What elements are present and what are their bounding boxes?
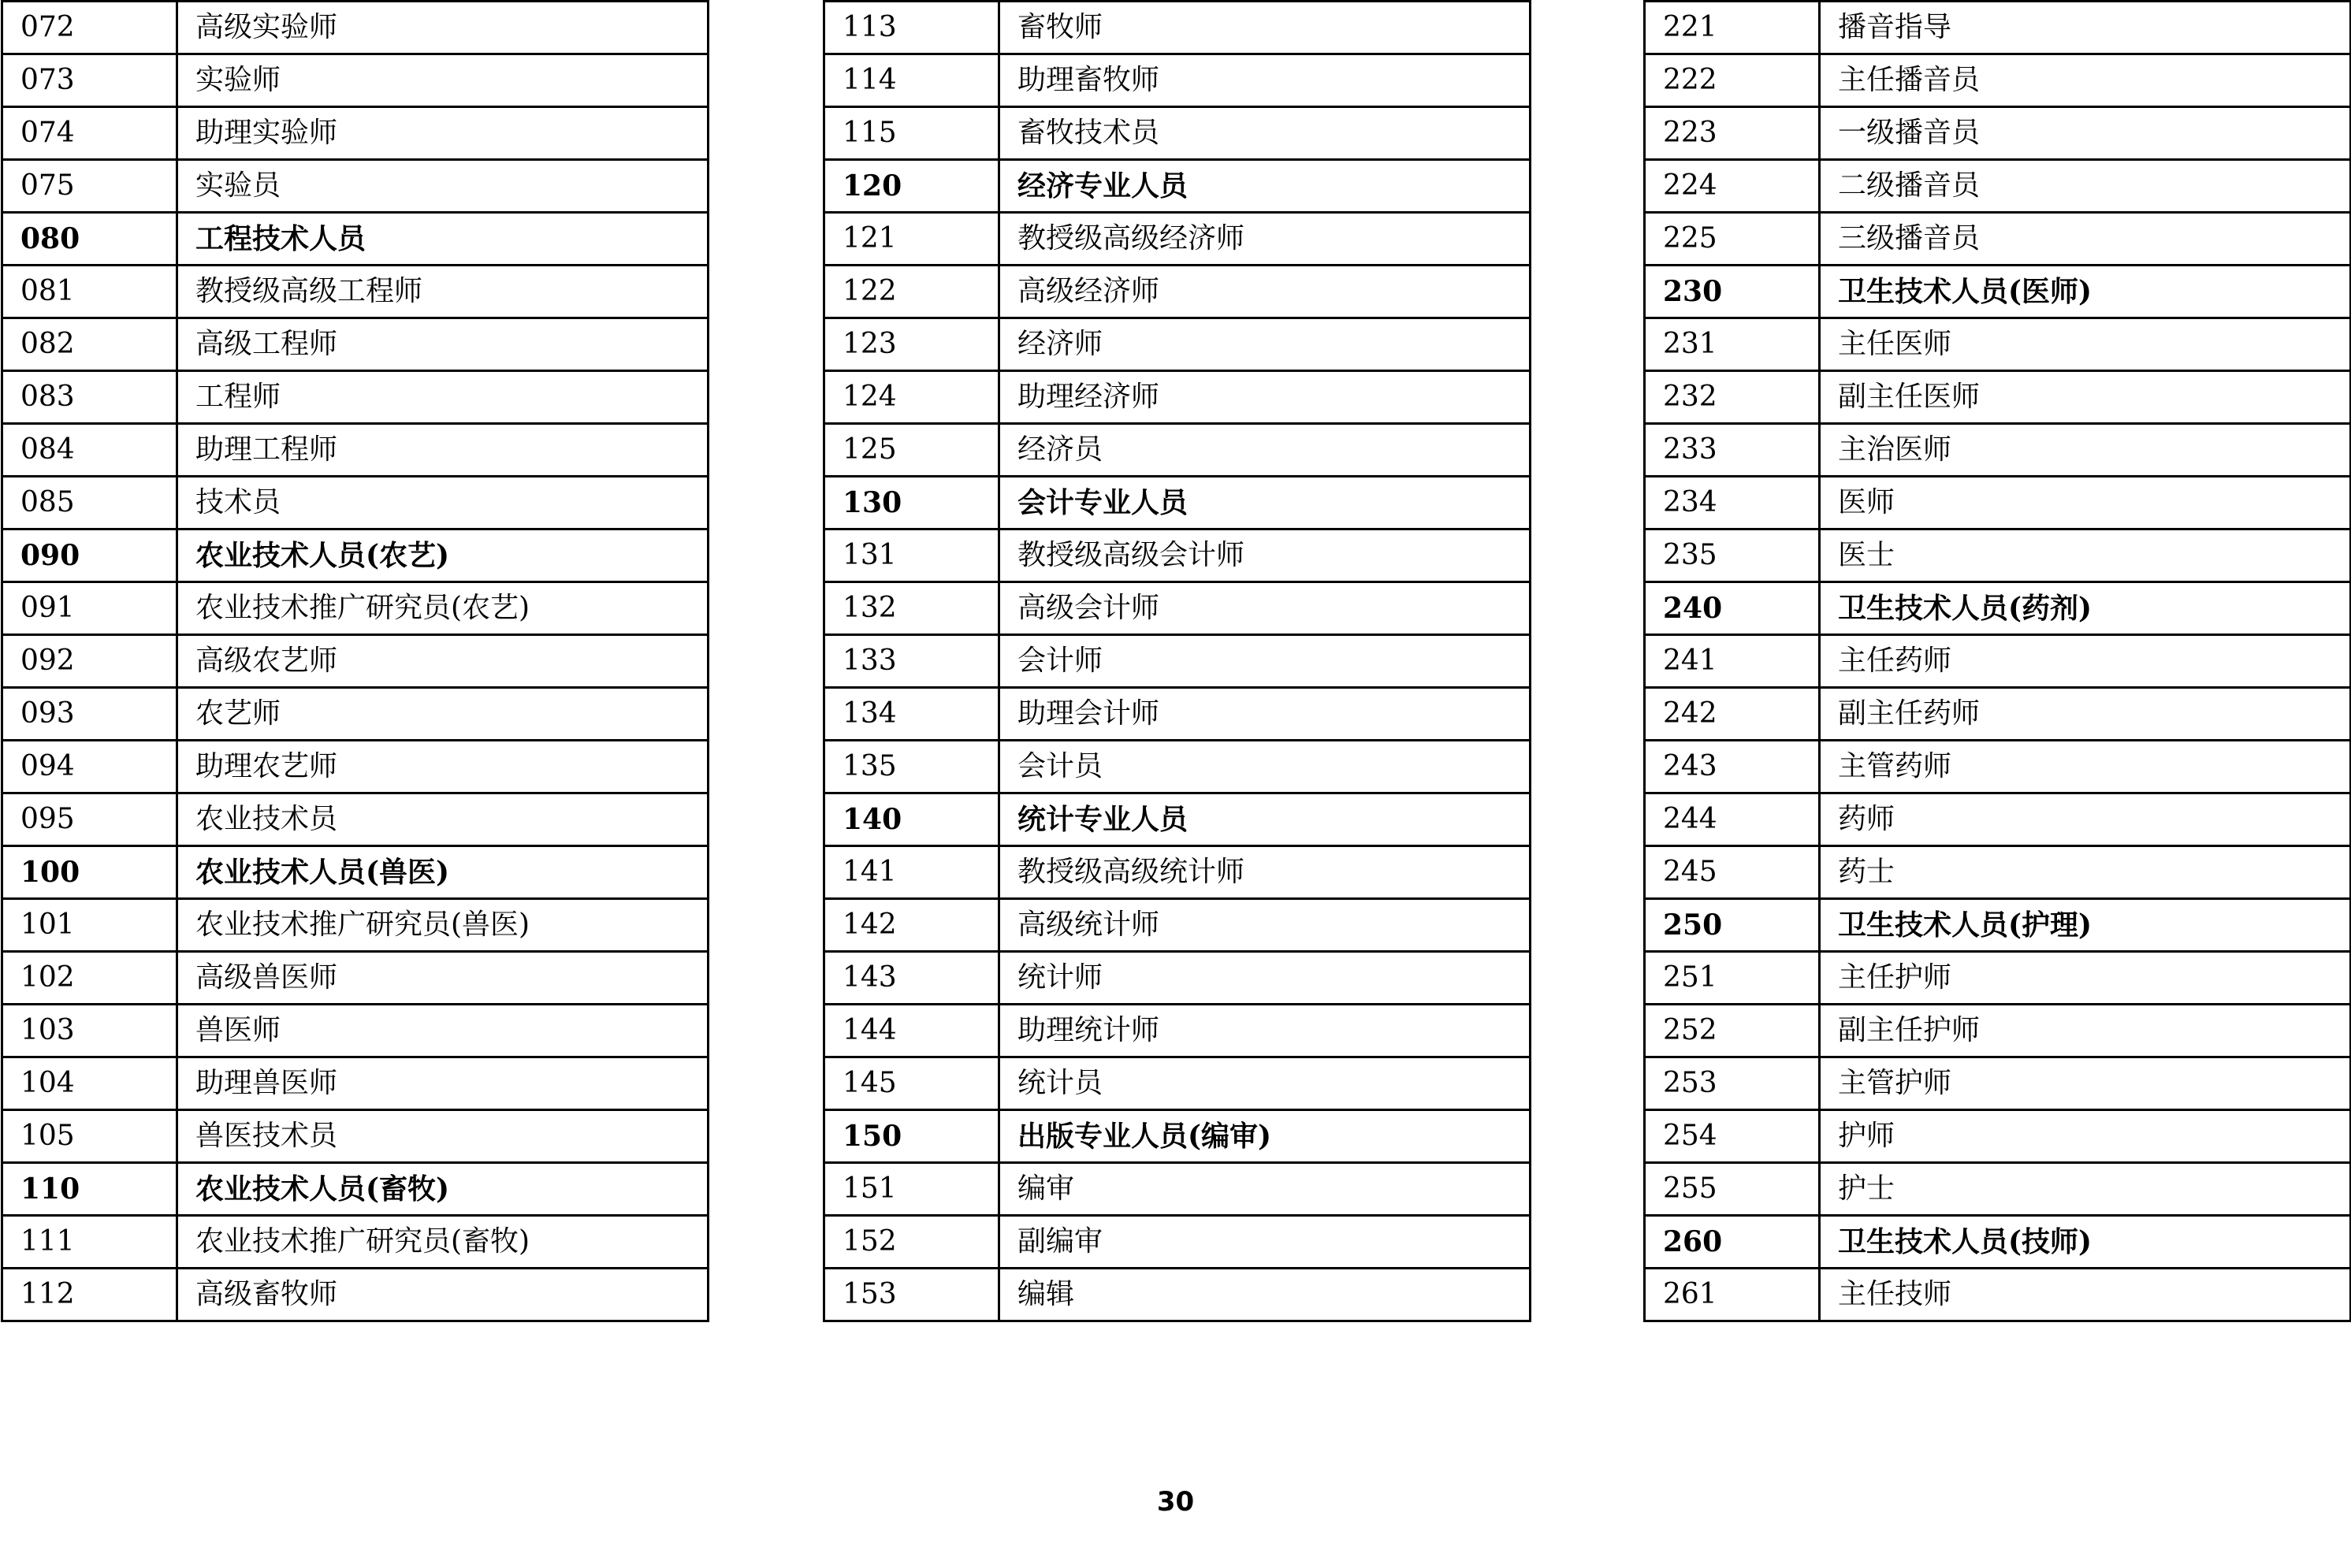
code-cell: 225 bbox=[1645, 213, 1820, 266]
code-cell: 092 bbox=[2, 635, 177, 688]
title-cell: 教授级高级经济师 bbox=[999, 213, 1531, 266]
code-cell: 134 bbox=[824, 688, 999, 741]
code-cell: 230 bbox=[1645, 266, 1820, 318]
code-cell: 103 bbox=[2, 1005, 177, 1057]
title-cell: 会计员 bbox=[999, 741, 1531, 793]
table-row bbox=[2, 477, 709, 529]
code-cell: 132 bbox=[824, 582, 999, 635]
table-row bbox=[2, 1005, 709, 1057]
title-cell: 助理经济师 bbox=[999, 371, 1531, 424]
title-cell: 统计员 bbox=[999, 1057, 1531, 1110]
title-cell: 主任播音员 bbox=[1820, 54, 2351, 107]
table-row bbox=[1645, 477, 2351, 529]
table-row bbox=[824, 846, 1531, 899]
code-cell: 091 bbox=[2, 582, 177, 635]
code-cell: 235 bbox=[1645, 529, 1820, 582]
title-cell: 助理会计师 bbox=[999, 688, 1531, 741]
code-cell: 083 bbox=[2, 371, 177, 424]
code-cell: 095 bbox=[2, 793, 177, 846]
title-cell: 助理农艺师 bbox=[177, 741, 709, 793]
table-row bbox=[1645, 318, 2351, 371]
title-cell: 播音指导 bbox=[1820, 2, 2351, 54]
table-row bbox=[2, 899, 709, 952]
title-cell: 医士 bbox=[1820, 529, 2351, 582]
code-cell: 084 bbox=[2, 424, 177, 477]
code-cell: 133 bbox=[824, 635, 999, 688]
code-cell: 110 bbox=[2, 1163, 177, 1216]
code-cell: 244 bbox=[1645, 793, 1820, 846]
title-cell: 高级兽医师 bbox=[177, 952, 709, 1005]
table-row bbox=[824, 2, 1531, 54]
title-cell: 畜牧师 bbox=[999, 2, 1531, 54]
title-cell: 统计师 bbox=[999, 952, 1531, 1005]
table-row bbox=[1645, 107, 2351, 160]
title-cell: 助理畜牧师 bbox=[999, 54, 1531, 107]
code-cell: 140 bbox=[824, 793, 999, 846]
title-cell: 助理工程师 bbox=[177, 424, 709, 477]
title-cell: 农业技术推广研究员(兽医) bbox=[177, 899, 709, 952]
code-cell: 245 bbox=[1645, 846, 1820, 899]
code-cell: 100 bbox=[2, 846, 177, 899]
code-cell: 135 bbox=[824, 741, 999, 793]
code-cell: 085 bbox=[2, 477, 177, 529]
table-row bbox=[2, 582, 709, 635]
title-cell: 高级经济师 bbox=[999, 266, 1531, 318]
title-cell: 主治医师 bbox=[1820, 424, 2351, 477]
page-number: 30 bbox=[1156, 1486, 1195, 1518]
title-cell: 高级工程师 bbox=[177, 318, 709, 371]
table-row bbox=[1645, 160, 2351, 213]
title-cell: 二级播音员 bbox=[1820, 160, 2351, 213]
title-cell: 农业技术人员(兽医) bbox=[177, 846, 709, 899]
code-cell: 105 bbox=[2, 1110, 177, 1163]
title-cell: 卫生技术人员(技师) bbox=[1820, 1216, 2351, 1269]
table-row bbox=[1645, 1110, 2351, 1163]
code-cell: 254 bbox=[1645, 1110, 1820, 1163]
title-cell: 护士 bbox=[1820, 1163, 2351, 1216]
title-cell: 实验师 bbox=[177, 54, 709, 107]
table-row bbox=[824, 1005, 1531, 1057]
table-row bbox=[1645, 213, 2351, 266]
table-row bbox=[2, 54, 709, 107]
category-row bbox=[2, 1163, 709, 1216]
code-cell: 143 bbox=[824, 952, 999, 1005]
code-cell: 240 bbox=[1645, 582, 1820, 635]
table-row bbox=[2, 793, 709, 846]
title-cell: 经济师 bbox=[999, 318, 1531, 371]
code-cell: 094 bbox=[2, 741, 177, 793]
table-row bbox=[1645, 2, 2351, 54]
code-cell: 233 bbox=[1645, 424, 1820, 477]
category-row bbox=[824, 793, 1531, 846]
table-row bbox=[824, 952, 1531, 1005]
title-cell: 工程师 bbox=[177, 371, 709, 424]
code-cell: 093 bbox=[2, 688, 177, 741]
code-table-left bbox=[1, 0, 709, 1322]
table-row bbox=[2, 2, 709, 54]
code-cell: 153 bbox=[824, 1269, 999, 1321]
title-cell: 出版专业人员(编审) bbox=[999, 1110, 1531, 1163]
table-row bbox=[824, 424, 1531, 477]
code-cell: 151 bbox=[824, 1163, 999, 1216]
title-cell: 高级会计师 bbox=[999, 582, 1531, 635]
title-cell: 副编审 bbox=[999, 1216, 1531, 1269]
title-cell: 主任技师 bbox=[1820, 1269, 2351, 1321]
table-row bbox=[1645, 54, 2351, 107]
title-cell: 卫生技术人员(护理) bbox=[1820, 899, 2351, 952]
table-row bbox=[1645, 793, 2351, 846]
table-row bbox=[824, 371, 1531, 424]
code-cell: 120 bbox=[824, 160, 999, 213]
title-cell: 实验员 bbox=[177, 160, 709, 213]
code-cell: 234 bbox=[1645, 477, 1820, 529]
table-row bbox=[824, 1163, 1531, 1216]
code-cell: 252 bbox=[1645, 1005, 1820, 1057]
table-row bbox=[2, 1110, 709, 1163]
table-row bbox=[1645, 688, 2351, 741]
code-cell: 111 bbox=[2, 1216, 177, 1269]
code-cell: 121 bbox=[824, 213, 999, 266]
title-cell: 主任药师 bbox=[1820, 635, 2351, 688]
table-row bbox=[2, 1269, 709, 1321]
category-row bbox=[1645, 582, 2351, 635]
code-cell: 090 bbox=[2, 529, 177, 582]
table-row bbox=[2, 952, 709, 1005]
table-row bbox=[824, 899, 1531, 952]
title-cell: 技术员 bbox=[177, 477, 709, 529]
category-row bbox=[824, 1110, 1531, 1163]
category-row bbox=[2, 213, 709, 266]
table-row bbox=[1645, 424, 2351, 477]
table-row bbox=[1645, 1269, 2351, 1321]
table-row bbox=[2, 1057, 709, 1110]
title-cell: 会计专业人员 bbox=[999, 477, 1531, 529]
code-cell: 114 bbox=[824, 54, 999, 107]
title-cell: 副主任药师 bbox=[1820, 688, 2351, 741]
title-cell: 主任护师 bbox=[1820, 952, 2351, 1005]
title-cell: 兽医师 bbox=[177, 1005, 709, 1057]
code-cell: 242 bbox=[1645, 688, 1820, 741]
title-cell: 助理实验师 bbox=[177, 107, 709, 160]
code-cell: 144 bbox=[824, 1005, 999, 1057]
title-cell: 高级统计师 bbox=[999, 899, 1531, 952]
title-cell: 卫生技术人员(医师) bbox=[1820, 266, 2351, 318]
title-cell: 教授级高级会计师 bbox=[999, 529, 1531, 582]
title-cell: 教授级高级工程师 bbox=[177, 266, 709, 318]
title-cell: 药士 bbox=[1820, 846, 2351, 899]
title-cell: 医师 bbox=[1820, 477, 2351, 529]
title-cell: 主管药师 bbox=[1820, 741, 2351, 793]
title-cell: 农艺师 bbox=[177, 688, 709, 741]
table-row bbox=[824, 213, 1531, 266]
title-cell: 农业技术人员(农艺) bbox=[177, 529, 709, 582]
table-row bbox=[1645, 741, 2351, 793]
table-row bbox=[824, 318, 1531, 371]
category-row bbox=[2, 846, 709, 899]
title-cell: 工程技术人员 bbox=[177, 213, 709, 266]
code-cell: 102 bbox=[2, 952, 177, 1005]
code-cell: 141 bbox=[824, 846, 999, 899]
title-cell: 编辑 bbox=[999, 1269, 1531, 1321]
code-cell: 124 bbox=[824, 371, 999, 424]
code-cell: 250 bbox=[1645, 899, 1820, 952]
title-cell: 主任医师 bbox=[1820, 318, 2351, 371]
table-row bbox=[1645, 529, 2351, 582]
code-cell: 075 bbox=[2, 160, 177, 213]
table-row bbox=[824, 1057, 1531, 1110]
table-row bbox=[2, 635, 709, 688]
code-cell: 081 bbox=[2, 266, 177, 318]
table-row bbox=[824, 582, 1531, 635]
table-row bbox=[824, 266, 1531, 318]
code-cell: 113 bbox=[824, 2, 999, 54]
code-table-middle bbox=[823, 0, 1531, 1322]
code-cell: 072 bbox=[2, 2, 177, 54]
table-row bbox=[824, 1269, 1531, 1321]
code-cell: 253 bbox=[1645, 1057, 1820, 1110]
category-row bbox=[1645, 899, 2351, 952]
table-row bbox=[2, 424, 709, 477]
code-cell: 073 bbox=[2, 54, 177, 107]
code-cell: 142 bbox=[824, 899, 999, 952]
code-cell: 221 bbox=[1645, 2, 1820, 54]
code-cell: 123 bbox=[824, 318, 999, 371]
code-cell: 082 bbox=[2, 318, 177, 371]
table-row bbox=[1645, 1005, 2351, 1057]
title-cell: 一级播音员 bbox=[1820, 107, 2351, 160]
title-cell: 会计师 bbox=[999, 635, 1531, 688]
title-cell: 经济专业人员 bbox=[999, 160, 1531, 213]
code-cell: 231 bbox=[1645, 318, 1820, 371]
title-cell: 护师 bbox=[1820, 1110, 2351, 1163]
code-cell: 222 bbox=[1645, 54, 1820, 107]
table-row bbox=[824, 107, 1531, 160]
title-cell: 三级播音员 bbox=[1820, 213, 2351, 266]
table-row bbox=[2, 266, 709, 318]
code-cell: 080 bbox=[2, 213, 177, 266]
title-cell: 卫生技术人员(药剂) bbox=[1820, 582, 2351, 635]
code-cell: 255 bbox=[1645, 1163, 1820, 1216]
title-cell: 畜牧技术员 bbox=[999, 107, 1531, 160]
code-cell: 150 bbox=[824, 1110, 999, 1163]
code-cell: 112 bbox=[2, 1269, 177, 1321]
table-row bbox=[2, 318, 709, 371]
title-cell: 助理统计师 bbox=[999, 1005, 1531, 1057]
category-row bbox=[824, 160, 1531, 213]
code-cell: 261 bbox=[1645, 1269, 1820, 1321]
code-cell: 074 bbox=[2, 107, 177, 160]
title-cell: 助理兽医师 bbox=[177, 1057, 709, 1110]
table-row bbox=[1645, 952, 2351, 1005]
table-row bbox=[1645, 371, 2351, 424]
title-cell: 农业技术员 bbox=[177, 793, 709, 846]
title-cell: 高级实验师 bbox=[177, 2, 709, 54]
table-row bbox=[2, 371, 709, 424]
table-row bbox=[2, 688, 709, 741]
title-cell: 副主任护师 bbox=[1820, 1005, 2351, 1057]
title-cell: 农业技术人员(畜牧) bbox=[177, 1163, 709, 1216]
table-row bbox=[824, 635, 1531, 688]
code-cell: 223 bbox=[1645, 107, 1820, 160]
title-cell: 副主任医师 bbox=[1820, 371, 2351, 424]
category-row bbox=[824, 477, 1531, 529]
title-cell: 高级农艺师 bbox=[177, 635, 709, 688]
code-cell: 122 bbox=[824, 266, 999, 318]
title-cell: 编审 bbox=[999, 1163, 1531, 1216]
code-cell: 260 bbox=[1645, 1216, 1820, 1269]
title-cell: 教授级高级统计师 bbox=[999, 846, 1531, 899]
table-row bbox=[824, 1216, 1531, 1269]
code-cell: 145 bbox=[824, 1057, 999, 1110]
table-row bbox=[1645, 846, 2351, 899]
code-cell: 243 bbox=[1645, 741, 1820, 793]
code-cell: 101 bbox=[2, 899, 177, 952]
code-cell: 241 bbox=[1645, 635, 1820, 688]
table-row bbox=[2, 741, 709, 793]
title-cell: 兽医技术员 bbox=[177, 1110, 709, 1163]
table-row bbox=[824, 54, 1531, 107]
code-cell: 232 bbox=[1645, 371, 1820, 424]
code-cell: 251 bbox=[1645, 952, 1820, 1005]
title-cell: 农业技术推广研究员(畜牧) bbox=[177, 1216, 709, 1269]
table-row bbox=[2, 107, 709, 160]
table-row bbox=[824, 741, 1531, 793]
table-row bbox=[2, 160, 709, 213]
code-cell: 125 bbox=[824, 424, 999, 477]
code-table-right bbox=[1643, 0, 2351, 1322]
table-row bbox=[1645, 1163, 2351, 1216]
table-row bbox=[2, 1216, 709, 1269]
category-row bbox=[1645, 1216, 2351, 1269]
title-cell: 主管护师 bbox=[1820, 1057, 2351, 1110]
title-cell: 药师 bbox=[1820, 793, 2351, 846]
table-row bbox=[1645, 635, 2351, 688]
code-cell: 115 bbox=[824, 107, 999, 160]
code-cell: 104 bbox=[2, 1057, 177, 1110]
category-row bbox=[2, 529, 709, 582]
code-cell: 224 bbox=[1645, 160, 1820, 213]
category-row bbox=[1645, 266, 2351, 318]
table-row bbox=[824, 529, 1531, 582]
title-cell: 统计专业人员 bbox=[999, 793, 1531, 846]
table-row bbox=[1645, 1057, 2351, 1110]
title-cell: 高级畜牧师 bbox=[177, 1269, 709, 1321]
title-cell: 农业技术推广研究员(农艺) bbox=[177, 582, 709, 635]
code-cell: 130 bbox=[824, 477, 999, 529]
table-row bbox=[824, 688, 1531, 741]
code-cell: 152 bbox=[824, 1216, 999, 1269]
code-cell: 131 bbox=[824, 529, 999, 582]
title-cell: 经济员 bbox=[999, 424, 1531, 477]
